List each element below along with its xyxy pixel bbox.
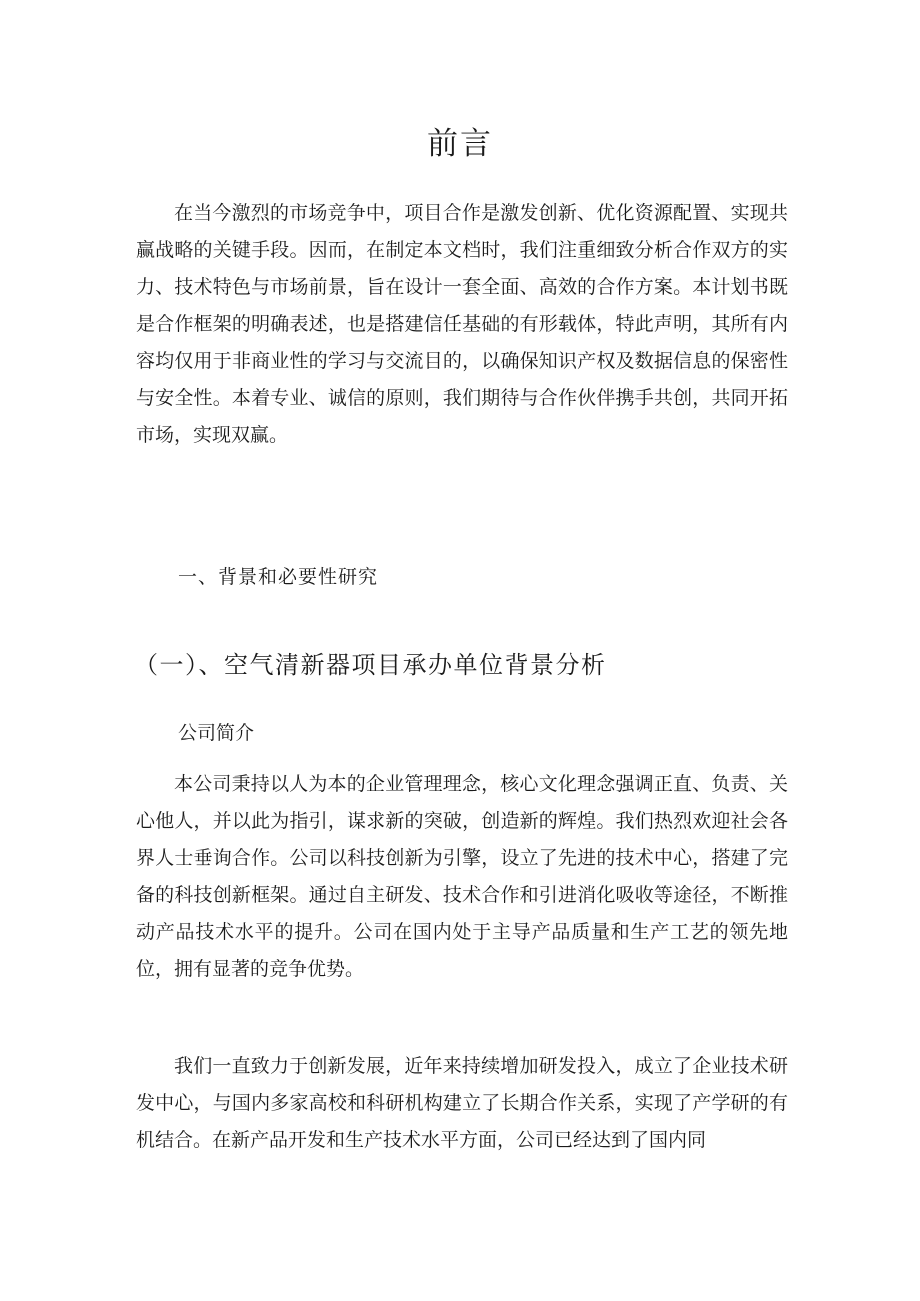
body-paragraph-1: 本公司秉持以人为本的企业管理理念，核心文化理念强调正直、负责、关心他人，并以此为指引，谋求新的突破，创造新的辉煌。我们热烈欢迎社会各界人士垂询合作。公司以科技创新为引擎，设立了先进的技术中心，搭建了完备的科技创新框架。通过自主研发、技术合作和引进消化吸收等途径，不断推动产品技术水平的提升。公司在国内处于主导产品质量和生产工艺的领先地位，拥有显著的竞争优势。 <box>136 773 788 980</box>
intro-paragraph: 在当今激烈的市场竞争中，项目合作是激发创新、优化资源配置、实现共赢战略的关键手段。因而，在制定本文档时，我们注重细致分析合作双方的实力、技术特色与市场前景，旨在设计一套全面、高效的合作方案。本计划书既是合作框架的明确表述，也是搭建信任基础的有形载体，特此声明，其所有内容均仅用于非商业性的学习与交流目的，以确保知识产权及数据信息的保密性与安全性。本着专业、诚信的原则，我们期待与合作伙伴携手共创，共同开拓市场，实现双赢。 <box>136 202 788 446</box>
company-intro-heading: 公司简介 <box>178 722 255 744</box>
subsection-heading: （一）、空气清新器项目承办单位背景分析 <box>134 651 607 679</box>
page-title: 前言 <box>427 126 493 162</box>
body-paragraph-2: 我们一直致力于创新发展，近年来持续增加研发投入，成立了企业技术研发中心，与国内多家高校和科研机构建立了长期合作关系，实现了产学研的有机结合。在新产品开发和生产技术水平方面，公司已经达到了国内同 <box>136 1055 788 1151</box>
section-heading: 一、背景和必要性研究 <box>178 566 379 588</box>
